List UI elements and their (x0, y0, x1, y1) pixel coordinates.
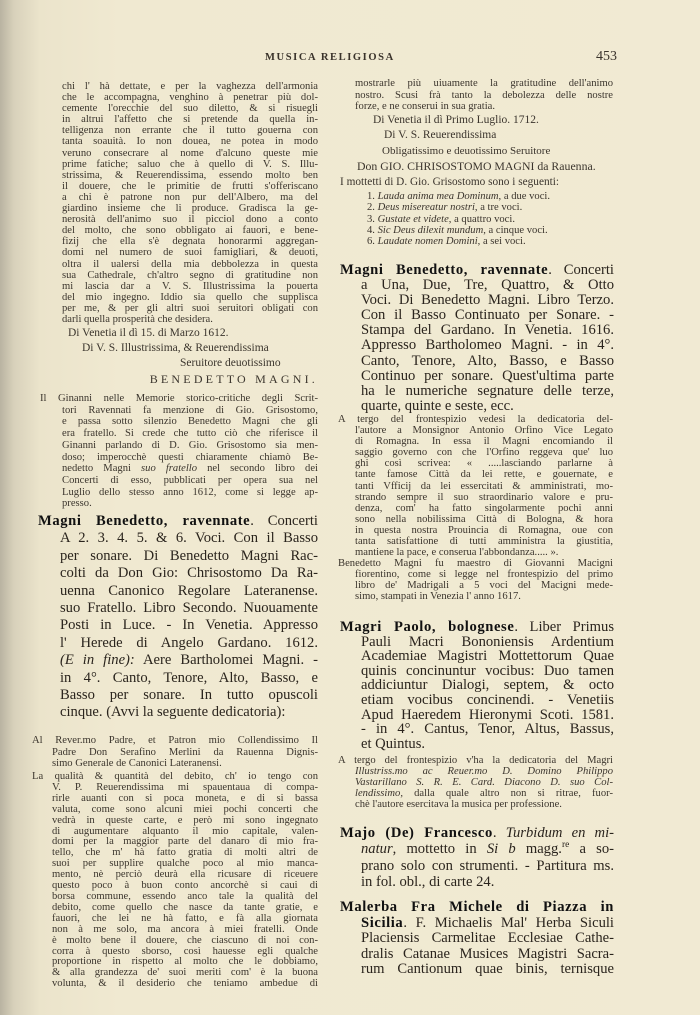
text-segment: colti da Don Gio: Chrisostomo Da Ra- (60, 565, 318, 582)
text-line (355, 78, 613, 90)
text-segment: rirle auanti con si poca moneta, e di si bassa (52, 792, 318, 804)
motets-intro: I mottetti di D. Gio. Grisostomo sono i seguenti: (340, 176, 560, 188)
text-segment: cemente l'orecchie del suo diletto, & si risuegli (62, 103, 318, 115)
page-number: 453 (596, 49, 617, 64)
text-segment: 2. (367, 202, 378, 214)
text-segment: Pauli Macri Bononiensis Ardentium (361, 633, 614, 650)
text-segment: A tergo del frontespizio v'ha la dedicatoria del Magri (338, 755, 613, 766)
text-line (340, 825, 614, 841)
text-segment: simo Generale de Canonici Lateranensi. (52, 758, 222, 769)
note-macigni (338, 558, 613, 603)
text-line (355, 425, 613, 436)
italic-title: Laudate nomen Domini (377, 236, 478, 248)
text-line (62, 281, 318, 292)
text-segment: l'autore a Monsignor Antonio Orfino Vice Legato (355, 425, 613, 437)
dedication2-date: Di Venetia il dì Primo Luglio. 1712. (373, 114, 539, 126)
text-line (340, 900, 614, 916)
text-segment: et Quintus. (361, 735, 426, 752)
text-line (62, 236, 318, 247)
text-segment: mi lascia dar a V. S. Illustrissima la pouerta (62, 280, 318, 292)
text-segment: Benedetto Magni fu maestro di Giovanni Macigni (338, 558, 613, 569)
text-line (355, 447, 613, 458)
text-segment: saggio governo con che l'Orfino reggeva que' luo (355, 447, 613, 459)
text-segment: in altrui l'affetto che si pretende da quella in- (62, 114, 318, 126)
text-segment: Stampa del Gardano. In Venetia. 1616. (361, 322, 614, 339)
text-line (60, 687, 318, 704)
text-line (355, 481, 613, 492)
text-line (62, 81, 318, 92)
text-line (355, 90, 613, 102)
italic-title: Deus misereatur nostri (377, 202, 475, 214)
text-line (361, 874, 614, 890)
text-line (355, 469, 613, 480)
text-segment: è molto bene il douere, che ciascuno di noi con- (52, 934, 318, 946)
text-line (361, 678, 614, 693)
text-line (361, 858, 614, 874)
text-segment: . (492, 825, 506, 841)
italic-title: lendissimo, (355, 788, 403, 799)
text-segment: domi nel numero de suoi famigliari, & deuoti, (62, 247, 318, 259)
text-line (340, 620, 614, 635)
text-segment: nel secondo libro dei (197, 463, 318, 475)
italic-title: suo fratello (141, 463, 198, 475)
text-segment: tello, che m' hà fatto gratia di molti altri de (52, 847, 318, 859)
italic-title: Gustate et videte (377, 213, 449, 225)
text-segment: Al Rever.mo Padre, et Patron mio Collendissimo Il (32, 735, 318, 746)
text-line (361, 664, 614, 679)
text-segment: in fol. obl., di carte 24. (361, 873, 495, 890)
text-line (62, 125, 318, 136)
text-segment: in questa nostra Prouincia di Romagna, oue con (355, 524, 613, 536)
text-line (62, 487, 318, 499)
italic-title: Turbidum en mi- (505, 825, 615, 841)
text-line (340, 263, 614, 278)
text-segment: . Concerti (548, 262, 614, 278)
text-line (60, 548, 318, 565)
text-segment: del mio ingegno. Iddio sia quello che supplisca (62, 291, 318, 303)
text-line (62, 192, 318, 203)
text-segment: Posti in Luce. - In Venetia. Appresso (60, 617, 318, 634)
text-segment: tanta soauità. Io non douea, ne potea in modo (62, 136, 318, 148)
text-segment: per sonare. Di Benedetto Magni Rac- (60, 547, 318, 564)
text-line (62, 103, 318, 114)
text-segment: l' Herede di Angelo Gardano. 1612. (60, 634, 318, 651)
text-line (361, 293, 614, 308)
text-line (40, 393, 318, 405)
text-line (62, 136, 318, 147)
text-line (355, 569, 613, 580)
text-line (367, 236, 607, 247)
text-line (361, 308, 614, 323)
text-segment: prime fatiche; saluo che à quello di V. S. Illu- (62, 158, 318, 170)
text-line (361, 737, 614, 752)
text-segment: mostrarle più uiuamente la gratitudine dell'animo (355, 78, 613, 89)
text-line (60, 565, 318, 582)
text-segment: nedetto Magni (62, 463, 142, 475)
text-segment: tanta satisfattione di tutti amministra la giustitia, (355, 536, 613, 548)
text-line (338, 558, 613, 569)
entry-heading: Magni Benedetto, ravennate (38, 513, 251, 529)
text-segment: Luglio dello stesso anno 1612, come si legge ap- (62, 486, 318, 498)
text-segment: chi l' hà dettate, e per la vaghezza dell'armonia (62, 81, 318, 92)
text-line (62, 452, 318, 464)
text-line (361, 354, 614, 369)
italic-title: Illustriss.mo ac Reuer.mo D. Domino Philippo (355, 766, 613, 777)
text-line (60, 530, 318, 547)
text-segment: Continuo per sonare. Quest'ultima parte (361, 367, 614, 384)
text-segment: questo poco à buon conto ancorchè si caui di (52, 880, 318, 892)
text-line (60, 704, 318, 721)
text-line (355, 514, 613, 525)
text-line (62, 159, 318, 170)
text-segment: 4. (367, 224, 378, 236)
text-line (355, 525, 613, 536)
text-line (355, 547, 613, 558)
text-segment: denza, com' ha fatto singolarmente pochi anni (355, 502, 613, 514)
text-segment: Academiae Magistri Mottettorum Quae (361, 648, 614, 665)
text-segment: Padre Don Serafino Merlini da Rauenna Dignis- (52, 746, 318, 758)
text-segment: dralis Catanae Musices Magistri Sacra- (361, 945, 614, 962)
text-segment: corra à questo sborso, così hauesse egli qualche (52, 945, 318, 957)
text-segment: presso. (62, 498, 92, 510)
text-segment: giardino insieme che li produce. Gradisca la ge- (62, 203, 318, 215)
entry-heading: Sicilia (361, 914, 404, 931)
text-segment: nostro. Scusi frà tanto la debolezza delle nostre (355, 89, 613, 101)
text-line (355, 591, 613, 602)
text-line (361, 693, 614, 708)
text-line (60, 600, 318, 617)
text-segment: Basso per sonare. In tutto opuscoli (60, 687, 318, 704)
dedication2-address (32, 735, 318, 770)
entry-magni-libro-secondo (38, 513, 318, 722)
text-segment: doso; imperocchè questi chiaramente chiamò Be- (62, 451, 318, 463)
text-segment: valuta, come sono alcuni miei pochi concerti che (52, 803, 318, 815)
text-segment: strissima, & Reuerendissima, essendo molto ben (62, 169, 318, 181)
text-line (355, 458, 613, 469)
text-segment: di augumentare alquanto il mio capitale, valen- (52, 825, 318, 837)
dedication2-salutation: Di V. S. Reuerendissima (384, 129, 497, 141)
text-segment: Concerti di esso, pubblicati per opera sua nel (62, 474, 318, 486)
dedication2-end (355, 78, 613, 113)
text-line (60, 652, 318, 669)
text-segment: chè l'autore esercitava la musica per professione. (355, 799, 562, 810)
text-segment: addiciuntur Dialogi, septem, & octo (361, 677, 614, 694)
text-segment: in 4°. Canto, Tenore, Alto, Basso, e (60, 669, 318, 686)
dedication-closing: Seruitore deuotissimo (180, 357, 281, 369)
entry-heading: Majo (De) Francesco (340, 825, 493, 841)
text-segment: Voci. Di Benedetto Magni. Libro Terzo. (361, 292, 614, 309)
text-segment: telligenza non errante che il tutto gouerna con (62, 125, 318, 137)
text-line (367, 225, 607, 236)
text-line (361, 931, 614, 947)
text-segment: . F. Michaelis Mal' Herba Siculi (403, 914, 614, 931)
text-segment: mento, nè perciò deurà ella ricusare di riceuere (52, 869, 318, 881)
italic-title: Si b (486, 841, 516, 858)
text-line (62, 440, 318, 452)
text-segment: volunta, & il desiderio che teniamo ambedue di (52, 978, 318, 990)
text-segment: rum Cantionum quae binis, ternisque (361, 961, 614, 977)
text-segment: debito, come quello che nasce da tante gratie, e (52, 901, 318, 913)
text-segment: Aere Bartholomei Magni. - (134, 652, 318, 669)
text-line (355, 436, 613, 447)
text-line (367, 214, 607, 225)
text-segment: mantiene la pace, e conserua l'abbondanza..... ». (355, 547, 559, 559)
text-line (361, 841, 614, 857)
entry-heading: Malerba Fra Michele di Piazza in (340, 899, 614, 915)
text-line (60, 635, 318, 652)
text-line (62, 203, 318, 214)
note-magri (338, 755, 613, 810)
text-segment: vedrà in queste carte, e però mi sono ingegnato (52, 814, 318, 826)
text-line (355, 777, 613, 788)
italic-title: Lauda anima mea Dominum (377, 191, 499, 202)
text-segment: strando sempre il suo straordinario valore e pru- (355, 491, 613, 503)
text-line (62, 114, 318, 125)
text-segment: & alla grandezza de' suoi meriti com' è la buona (52, 967, 318, 979)
text-line (361, 722, 614, 737)
dedication-body (62, 81, 318, 325)
text-segment: proportione in rispetto al molto che le dobbiamo, (52, 956, 318, 968)
text-segment: A tergo del frontespizio vedesi la dedicatoria del- (338, 414, 613, 425)
text-line (355, 503, 613, 514)
text-segment: 6. (367, 236, 378, 248)
motets-list (367, 191, 607, 247)
text-line (62, 259, 318, 270)
italic-title: natur (361, 841, 393, 858)
text-line (62, 463, 318, 475)
text-line (361, 635, 614, 650)
text-segment: prano solo con strumenti. - Partitura ms. (361, 857, 614, 874)
text-line (355, 536, 613, 547)
text-line (60, 583, 318, 600)
entry-heading: Magri Paolo, bolognese (340, 619, 515, 635)
text-segment: era fratello. Si crede che tutto ciò che riferisce il (62, 428, 318, 440)
text-segment: libro de' Madrigali a 5 voci del Macigni mede- (355, 580, 613, 592)
ginanni-note (40, 393, 318, 510)
text-segment: sua Cathedrale, ch'altro segno di gratitudine non (62, 269, 318, 281)
text-segment: sono nella nobilissima Città di Bologna, & hora (355, 513, 613, 525)
text-line (52, 979, 318, 990)
text-segment: quarte, quinte e seste, ecc. (361, 397, 514, 414)
text-line (62, 270, 318, 281)
text-segment: fizij che ella s'è degnata honorarmi aggregan- (62, 236, 318, 248)
text-segment: , a tre voci. (474, 202, 523, 214)
text-line (355, 101, 613, 113)
text-segment: . Concerti (250, 513, 318, 529)
text-segment: - in 4°. Cantus, Tenor, Altus, Bassus, (361, 721, 614, 738)
text-line (361, 916, 614, 932)
text-line (62, 292, 318, 303)
text-segment: per me, & per gli altri suoi seruitori obligati con (62, 302, 318, 314)
text-segment: che le accompagna, venghino à penetrar più dol- (62, 92, 318, 104)
running-title: MUSICA RELIGIOSA (265, 52, 395, 63)
text-segment: domi per la maggior parte del danaro di mio fra- (52, 836, 318, 848)
text-segment: suoi per supplire qualche poco al mio manca- (52, 858, 318, 870)
text-segment: il douere, che le primitie de frutti s'offeriscano (62, 180, 318, 192)
text-line (361, 278, 614, 293)
text-line (62, 92, 318, 103)
italic-title: Sic Deus dilexit mundum (377, 224, 484, 236)
text-segment: A 2. 3. 4. 5. & 6. Voci. Con il Basso (60, 530, 318, 547)
text-line (361, 962, 614, 978)
text-segment: Canto, Tenore, Alto, Basso, e Basso (361, 352, 614, 369)
text-line (62, 475, 318, 487)
text-segment: forze, e ne conserui in sua gratia. (355, 101, 496, 113)
text-line (367, 202, 607, 213)
text-segment: , a due voci. (498, 191, 551, 202)
superscript: re (561, 840, 570, 851)
text-segment: darli quella prosperità che desidera. (62, 313, 213, 325)
text-segment: a so- (569, 841, 614, 858)
text-segment: tanti Vfficij da lei essercitati & amministrati, mo- (355, 480, 613, 492)
text-line (62, 214, 318, 225)
text-line (355, 788, 613, 799)
text-segment: tori Ravennati fa menzione di Gio. Grisostomo, (62, 404, 318, 416)
text-segment: nerosità dell'animo suo il picciol dono a conto (62, 214, 318, 226)
text-segment: oltra il ualersi della mia debbolezza in questa (62, 258, 318, 270)
note-orfino (338, 414, 613, 559)
italic-title: Vastarillano S. R. E. Card. Diacono D. suo Col- (355, 777, 613, 788)
text-segment: cinque. (Avvi la seguente dedicatoria): (60, 704, 286, 721)
text-segment: etiam vocibus concinendi. - Venetiis (361, 691, 614, 708)
text-segment: Con il Basso Continuato per Sonare. - (361, 307, 614, 324)
text-line (52, 747, 318, 759)
text-line (355, 580, 613, 591)
text-segment: fauori, che lei ne hà fatto, e fà alla giornata (52, 912, 318, 924)
text-segment: non à me solo, ma ancora à miei fratelli. Onde (52, 923, 318, 935)
text-line (338, 414, 613, 425)
dedication2-signature: Don GIO. CHRISOSTOMO MAGNI da Rauenna. (357, 159, 596, 173)
dedication-signature: BENEDETTO MAGNI. (149, 372, 318, 386)
text-line (355, 766, 613, 777)
entry-magri (340, 619, 614, 752)
text-line (62, 416, 318, 428)
text-line (361, 338, 614, 353)
text-line (361, 947, 614, 963)
text-line (355, 799, 613, 810)
text-segment: La qualità & quantità del debito, ch' io tengo con (32, 771, 318, 782)
text-line (62, 148, 318, 159)
text-segment: a Una, Due, Tre, Quattro, & Otto (361, 277, 614, 294)
text-line (361, 369, 614, 384)
text-segment: . Liber Primus (514, 619, 614, 635)
text-line (62, 225, 318, 236)
dedication-salutation: Di V. S. Illustrissima, & Reuerendissima (82, 342, 269, 354)
dedication-date: Di Venetia il dì 15. di Marzo 1612. (68, 327, 229, 339)
text-segment: Apud Haeredem Hieronymi Scoti. 1581. (361, 706, 614, 723)
text-line (62, 405, 318, 417)
italic-title: (E in fine): (60, 652, 135, 669)
text-line (60, 670, 318, 687)
text-line (361, 649, 614, 664)
text-line (361, 384, 614, 399)
text-segment: e passa sotto silenzio Benedetto Magni che gli (62, 416, 318, 428)
text-line (361, 399, 614, 414)
text-segment: di Romagna. In essa il Magni encomiando il (355, 436, 613, 448)
entry-malerba (340, 899, 614, 978)
text-line (38, 513, 318, 530)
entry-majo (340, 825, 615, 890)
text-segment: magg. (515, 841, 562, 858)
text-segment: 3. (367, 213, 378, 225)
text-segment: borsa commune, essendo anco tale la qualità del (52, 890, 318, 902)
text-segment: , a quattro voci. (448, 213, 515, 225)
dedication2-closing: Obligatissimo e deuotissimo Seruitore (382, 145, 551, 157)
text-line (62, 170, 318, 181)
text-line (62, 303, 318, 314)
text-segment: , a cinque voci. (483, 224, 548, 236)
text-segment: tante famose Città da lei rette, e gouernate, e (355, 469, 613, 481)
entry-heading: Magni Benedetto, ravennate (340, 262, 549, 278)
text-segment: veruno consecrare al nome d'alcuno queste mie (62, 147, 318, 159)
text-segment: ghi così scrivea: « .....lasciando parlarne à (355, 458, 613, 470)
entry-magni-libro-terzo (340, 262, 614, 414)
text-line (338, 755, 613, 766)
text-line (367, 191, 607, 202)
text-segment: a chi è patrone non pur dell'Albero, ma del (62, 191, 318, 203)
text-segment: Ginanni parlando di D. Gio. Grisostomo sia men- (62, 439, 318, 451)
text-line (62, 314, 318, 325)
text-segment: quinis concinuntur vocibus: Duo tamen (361, 662, 614, 679)
text-segment: Appresso Bartholomeo Magni. - in 4°. (361, 337, 614, 354)
text-segment: Placiensis Carmelitae Ecclesiae Cathe- (361, 930, 614, 946)
text-line (62, 181, 318, 192)
text-line (361, 708, 614, 723)
text-line (32, 735, 318, 747)
text-line (62, 247, 318, 258)
dedication2-body (32, 771, 318, 990)
text-segment: dalla quale altro non si ritrae, fuor- (402, 788, 613, 799)
text-segment: ha le numeriche segnature delle terze, (361, 382, 614, 399)
text-segment: del molto, che sono obbligato ai fauori, e bene- (62, 225, 318, 237)
text-segment: Il Ginanni nelle Memorie storico-critiche degli Scrit- (40, 393, 318, 404)
text-segment: simo, stampati in Venezia l' anno 1617. (355, 591, 521, 603)
text-line (60, 617, 318, 634)
text-line (62, 428, 318, 440)
text-segment: 1. (367, 191, 378, 202)
text-line (355, 492, 613, 503)
text-segment: , mottetto in (392, 841, 487, 858)
text-line (62, 498, 318, 510)
text-segment: uenna Canonico Regolare Lateranense. (60, 582, 318, 599)
text-line (361, 323, 614, 338)
text-segment: fiorentino, come si legge nel frontespizio del primo (355, 569, 613, 581)
text-segment: suo Fratello. Libro Secondo. Nuouamente (60, 600, 318, 617)
text-segment: V. P. Reuerendissima mi spauentaua di compa- (52, 781, 318, 793)
text-segment: , a sei voci. (477, 236, 526, 248)
text-line (52, 758, 318, 770)
